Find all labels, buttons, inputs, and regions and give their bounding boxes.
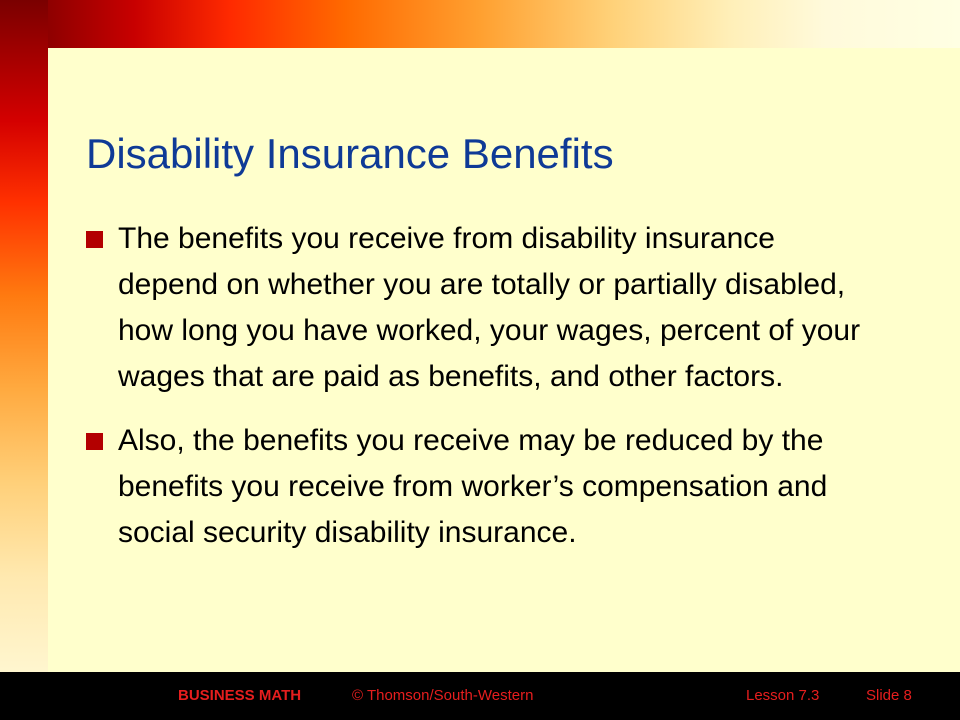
bullet-list bbox=[86, 216, 866, 574]
square-bullet-icon bbox=[86, 433, 103, 450]
bullet-item bbox=[86, 418, 866, 556]
gradient-frame-top bbox=[0, 0, 960, 48]
slide-title: Disability Insurance Benefits bbox=[86, 130, 614, 177]
bullet-item bbox=[86, 216, 866, 400]
bullet-text: Also, the benefits you receive may be reduced by the benefits you receive from worker’s compensation and social security disability insurance. bbox=[118, 424, 828, 549]
footer-copyright: © Thomson/South-Western bbox=[352, 687, 534, 704]
square-bullet-icon bbox=[86, 231, 103, 248]
footer-slide-number: Slide 8 bbox=[866, 687, 912, 704]
footer-bar bbox=[0, 672, 960, 720]
gradient-frame-left bbox=[0, 0, 48, 672]
footer-lesson: Lesson 7.3 bbox=[746, 687, 820, 704]
footer-brand: BUSINESS MATH bbox=[178, 687, 302, 704]
bullet-text: The benefits you receive from disability insurance depend on whether you are totally or partially disabled, how long you have worked, your wages, percent of your wages that are paid as benefits, and other factors. bbox=[118, 222, 861, 393]
